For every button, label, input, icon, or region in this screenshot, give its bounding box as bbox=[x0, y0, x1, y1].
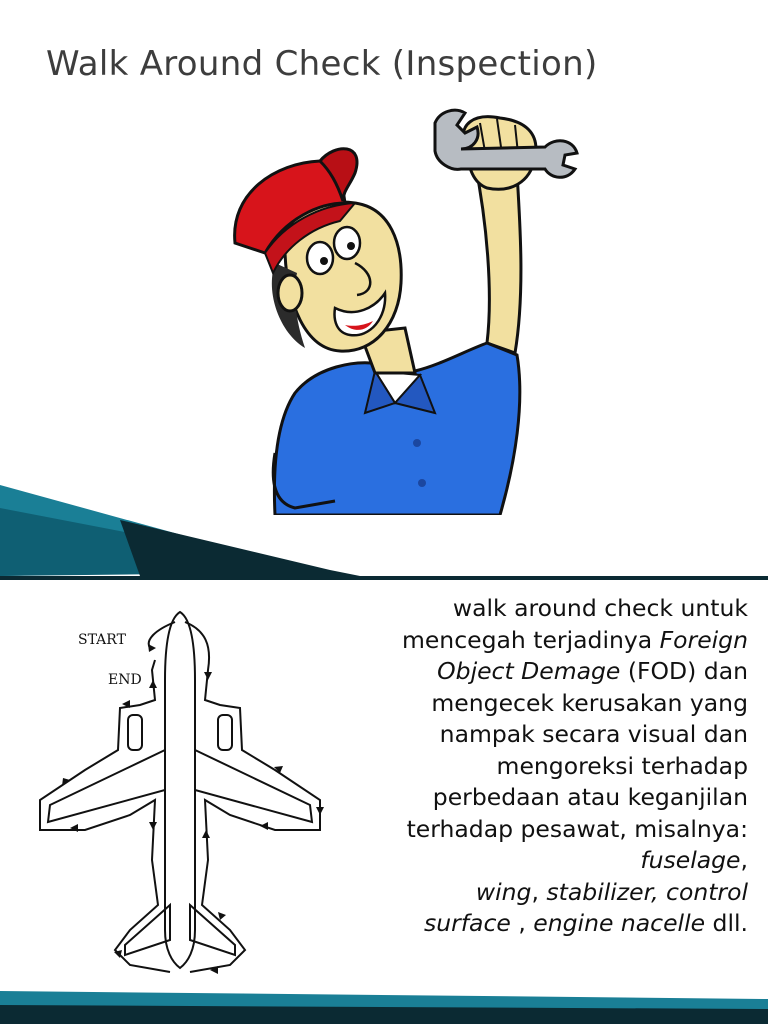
text-line: terhadap pesawat, misalnya: bbox=[406, 814, 748, 843]
text-line: wing, stabilizer, control bbox=[475, 877, 748, 906]
end-label: END bbox=[108, 672, 142, 688]
decorative-divider bbox=[0, 470, 768, 580]
decorative-footer bbox=[0, 985, 768, 1024]
text-line: surface , engine nacelle dll. bbox=[423, 909, 748, 937]
text-line: perbedaan atau keganjilan bbox=[432, 783, 748, 811]
start-label: START bbox=[78, 632, 126, 648]
description-text bbox=[328, 593, 748, 940]
slide-title: Walk Around Check (Inspection) bbox=[46, 44, 598, 84]
walkaround-diagram bbox=[30, 600, 330, 980]
text-line: mencegah terjadinya Foreign bbox=[401, 625, 748, 654]
text-line: nampak secara visual dan bbox=[439, 720, 748, 748]
text-line: mengoreksi terhadap bbox=[496, 751, 748, 780]
text-line: Object Demage (FOD) dan bbox=[437, 657, 748, 685]
airplane-icon bbox=[30, 600, 330, 980]
mechanic-illustration bbox=[225, 103, 585, 515]
text-line: walk around check untuk bbox=[452, 594, 748, 622]
text-line: mengecek kerusakan yang bbox=[431, 688, 748, 717]
text-line: fuselage, bbox=[640, 846, 748, 874]
